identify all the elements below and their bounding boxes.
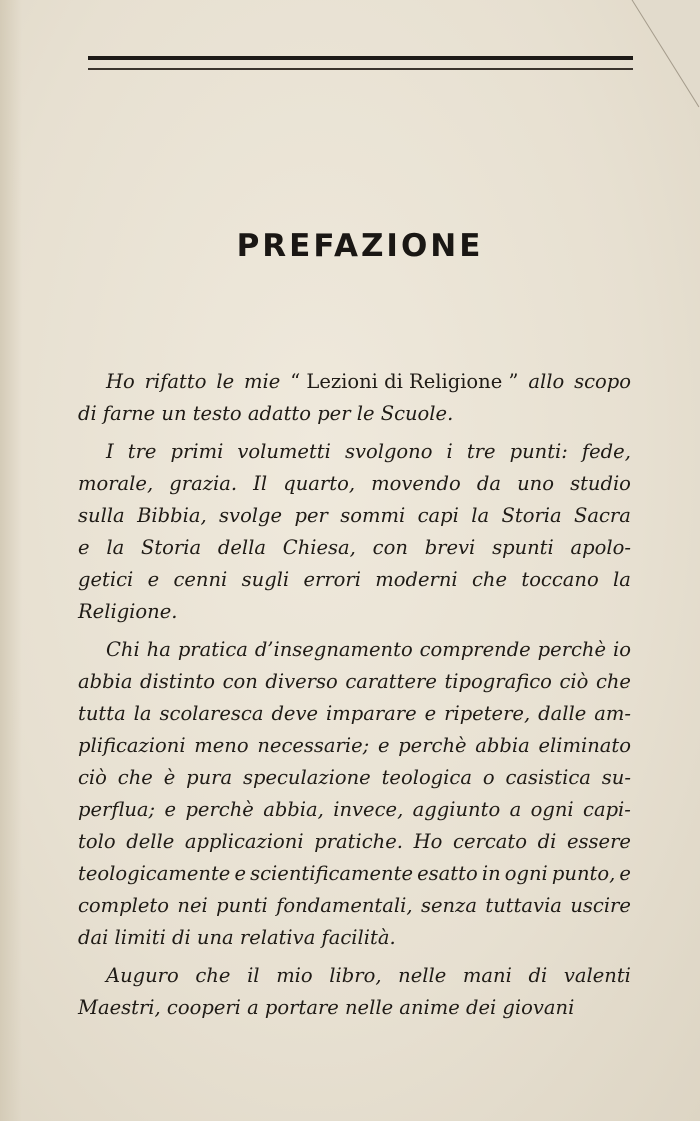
word: casistica: [505, 766, 591, 789]
word: di: [537, 830, 557, 853]
word: spunti: [492, 536, 554, 559]
paragraph: [78, 366, 631, 430]
word: e: [164, 798, 177, 821]
word: errori: [303, 568, 361, 591]
word: le: [216, 370, 235, 393]
word: tre: [127, 440, 157, 463]
page-gutter-shadow: [0, 0, 22, 1121]
word: Storia: [140, 536, 202, 559]
word: getici: [78, 568, 134, 591]
word: che: [595, 670, 631, 693]
text-line: [78, 960, 631, 992]
word: completo: [78, 894, 169, 917]
word: diverso: [265, 670, 338, 693]
word: Il: [253, 472, 268, 495]
text-line: [78, 634, 631, 666]
word: brevi: [424, 536, 476, 559]
word: sommi: [340, 504, 406, 527]
line-segment: Religione.: [78, 600, 178, 623]
line-segment: dai limiti di una relativa facilità.: [78, 926, 396, 949]
text-line: [78, 500, 631, 532]
word: cercato: [453, 830, 527, 853]
word: pratica: [177, 638, 248, 661]
word: Ho: [413, 830, 443, 853]
word: che: [117, 766, 153, 789]
word: e: [78, 536, 90, 559]
text-line: [78, 762, 631, 794]
word: movendo: [371, 472, 461, 495]
word: Chi: [106, 638, 140, 661]
word: grazia.: [169, 472, 238, 495]
word: e: [619, 862, 631, 885]
text-line: [78, 922, 631, 954]
text-line: [78, 666, 631, 698]
word: sugli: [241, 568, 290, 591]
word: e: [424, 702, 437, 725]
word: mani: [462, 964, 512, 987]
word: che: [195, 964, 231, 987]
word: della: [217, 536, 267, 559]
word: dalle: [538, 702, 587, 725]
word: su-: [601, 766, 631, 789]
word: e: [147, 568, 160, 591]
paragraph: [78, 634, 631, 954]
word: distinto: [140, 670, 215, 693]
word: deve: [271, 702, 319, 725]
word: ogni: [530, 798, 574, 821]
word: teologica: [381, 766, 472, 789]
word: ripetere,: [444, 702, 531, 725]
word: I: [106, 440, 114, 463]
word: studio: [570, 472, 631, 495]
word: mio: [276, 964, 313, 987]
text-line: [78, 826, 631, 858]
paragraph: [78, 436, 631, 628]
word: perchè: [537, 638, 607, 661]
word: scientificamente: [250, 862, 413, 885]
word: d’insegnamento: [254, 638, 413, 661]
word: di: [528, 964, 548, 987]
word: la: [613, 568, 631, 591]
word: Storia: [501, 504, 562, 527]
word: meno: [194, 734, 249, 757]
word: nei: [177, 894, 208, 917]
word: senza: [420, 894, 477, 917]
word: capi: [417, 504, 459, 527]
word: Ho: [106, 370, 135, 393]
word: mie: [244, 370, 281, 393]
text-line: [78, 890, 631, 922]
word: da: [476, 472, 501, 495]
word: il: [247, 964, 260, 987]
word: comprende: [419, 638, 531, 661]
word: i: [446, 440, 453, 463]
word: cenni: [173, 568, 228, 591]
word: primi: [170, 440, 224, 463]
text-line: [78, 468, 631, 500]
word: volumetti: [237, 440, 331, 463]
word: eliminato: [538, 734, 631, 757]
word: tolo: [78, 830, 116, 853]
word: rifatto: [144, 370, 207, 393]
word: nelle: [398, 964, 447, 987]
word: ogni: [504, 862, 548, 885]
word: toccano: [521, 568, 599, 591]
word: tutta: [78, 702, 126, 725]
word: carattere: [345, 670, 437, 693]
header-rule-thin: [88, 68, 633, 70]
word: morale,: [78, 472, 154, 495]
text-line: [78, 730, 631, 762]
word: o: [482, 766, 495, 789]
word: fondamentali,: [276, 894, 413, 917]
word: valenti: [563, 964, 631, 987]
word: scopo: [574, 370, 631, 393]
preface-text: [78, 366, 631, 1024]
line-segment: di farne un testo adatto per le Scuole.: [78, 402, 454, 425]
word: delle: [126, 830, 175, 853]
word: io: [613, 638, 631, 661]
page-title: PREFAZIONE: [236, 228, 484, 264]
text-line: [78, 992, 631, 1024]
word: e: [234, 862, 246, 885]
word: la: [471, 504, 490, 527]
word: ha: [146, 638, 171, 661]
word: fede,: [581, 440, 631, 463]
word: pratiche.: [314, 830, 403, 853]
word: esatto: [417, 862, 478, 885]
word: perflua;: [78, 798, 156, 821]
word: svolgono: [344, 440, 433, 463]
text-line: [78, 596, 631, 628]
word: apolo-: [570, 536, 631, 559]
word: punti:: [509, 440, 568, 463]
word: scolaresca: [159, 702, 264, 725]
word: Chiesa,: [282, 536, 356, 559]
line-segment: Maestri, cooperi a portare nelle anime dei giovani: [78, 996, 575, 1019]
word: imparare: [326, 702, 417, 725]
word: tipografico: [444, 670, 552, 693]
word: perchè: [185, 798, 254, 821]
word: pura: [186, 766, 233, 789]
word: è: [163, 766, 176, 789]
book-title-quote: “ Lezioni di Religione ”: [290, 370, 519, 393]
word: e: [377, 734, 390, 757]
word: tre: [466, 440, 496, 463]
page-corner-fold: [619, 0, 700, 107]
text-line: [78, 436, 631, 468]
word: invece,: [333, 798, 404, 821]
text-line: [78, 366, 631, 398]
word: abbia: [475, 734, 530, 757]
word: uno: [517, 472, 554, 495]
word: abbia,: [263, 798, 324, 821]
text-line: [78, 858, 631, 890]
word: ciò: [559, 670, 589, 693]
word: speculazione: [242, 766, 371, 789]
word: la: [106, 536, 125, 559]
word: Sacra: [574, 504, 631, 527]
text-line: [78, 794, 631, 826]
word: che: [472, 568, 508, 591]
word: con: [222, 670, 258, 693]
word: per: [294, 504, 328, 527]
text-line: [78, 532, 631, 564]
word: Bibbia,: [137, 504, 207, 527]
word: libro,: [329, 964, 382, 987]
word: allo: [528, 370, 565, 393]
word: con: [372, 536, 408, 559]
word: essere: [567, 830, 631, 853]
word: capi-: [583, 798, 631, 821]
word: svolge: [219, 504, 283, 527]
word: plificazioni: [78, 734, 186, 757]
word: applicazioni: [184, 830, 304, 853]
word: quarto,: [283, 472, 356, 495]
text-line: [78, 698, 631, 730]
word: Auguro: [106, 964, 179, 987]
paragraph: [78, 960, 631, 1024]
word: necessarie;: [257, 734, 370, 757]
text-line: [78, 398, 631, 430]
word: sulla: [78, 504, 125, 527]
word: am-: [594, 702, 631, 725]
word: punto,: [551, 862, 616, 885]
text-line: [78, 564, 631, 596]
word: uscire: [570, 894, 631, 917]
word: in: [481, 862, 501, 885]
word: perchè: [398, 734, 467, 757]
word: teologicamente: [78, 862, 231, 885]
word: moderni: [375, 568, 458, 591]
header-rule-thick: [88, 56, 633, 60]
word: aggiunto: [412, 798, 501, 821]
word: tuttavia: [485, 894, 562, 917]
word: punti: [216, 894, 268, 917]
word: a: [509, 798, 522, 821]
word: la: [133, 702, 152, 725]
word: ciò: [78, 766, 107, 789]
word: abbia: [78, 670, 133, 693]
